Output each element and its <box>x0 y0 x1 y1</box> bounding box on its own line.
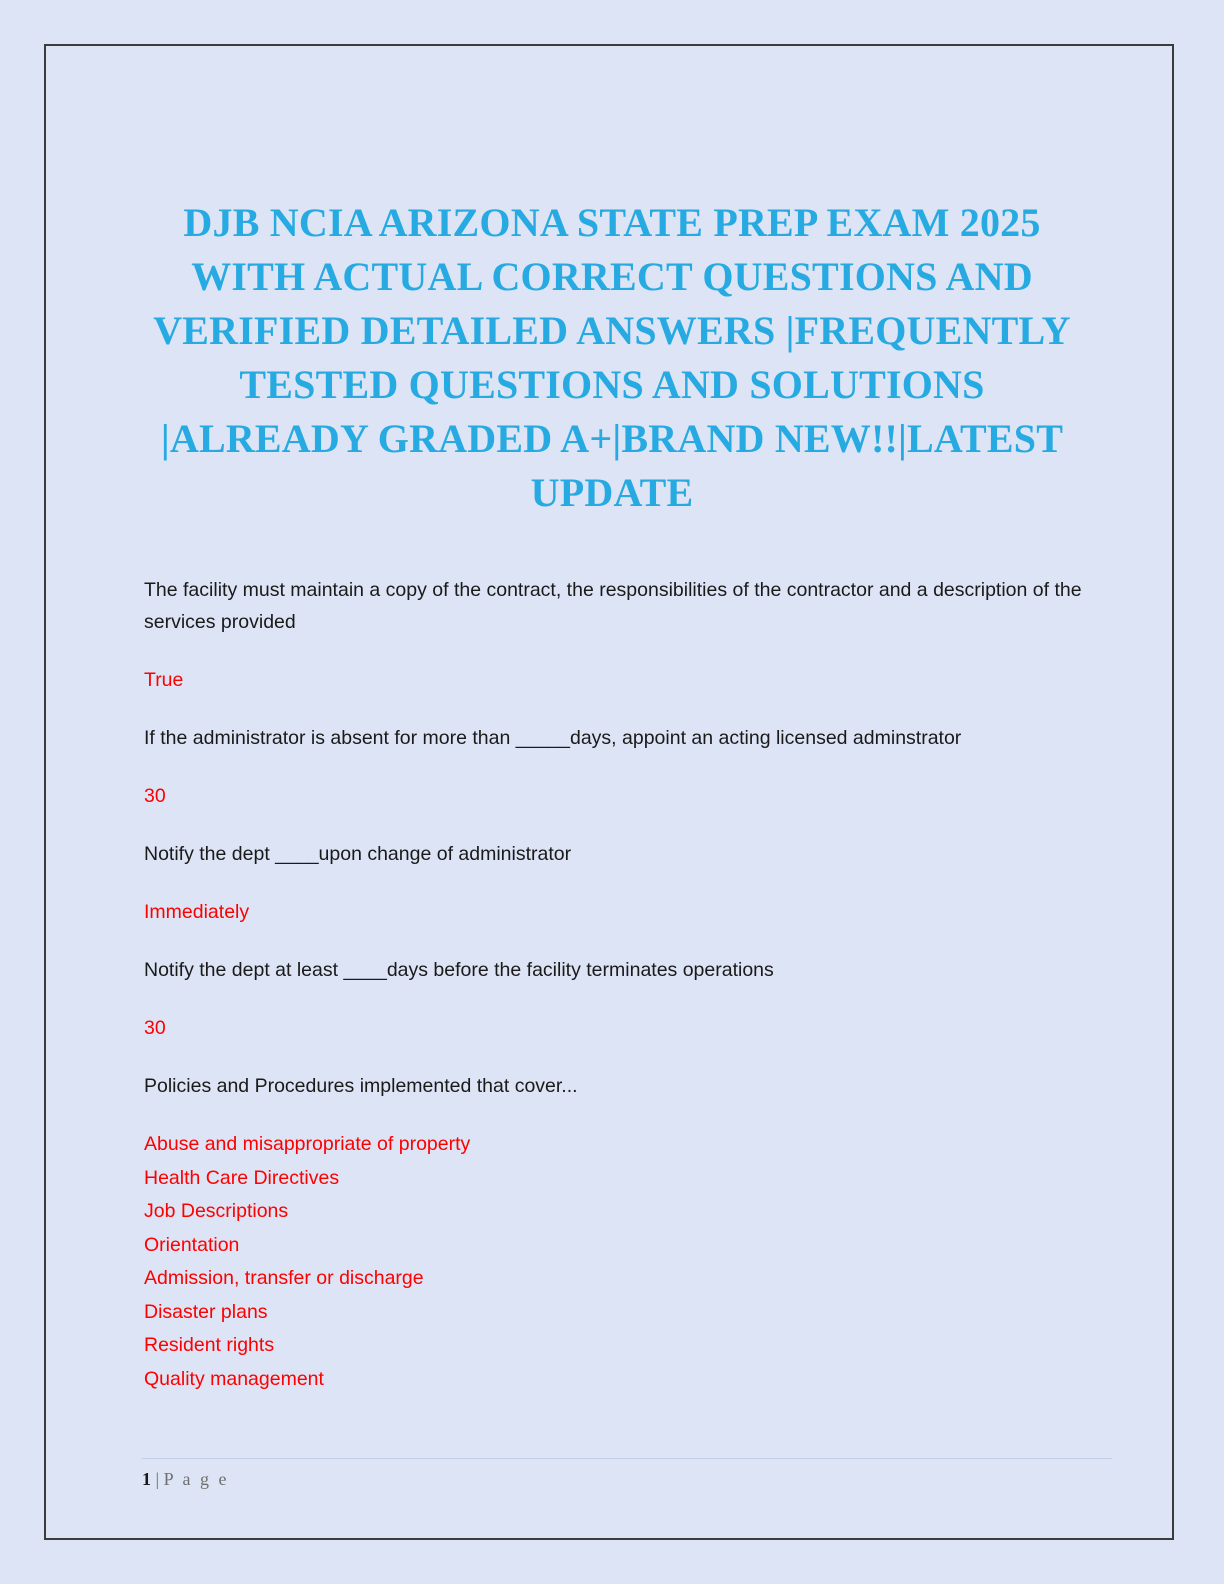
list-item: Disaster plans <box>144 1300 268 1323</box>
question-1: The facility must maintain a copy of the contract, the responsibilities of the contractor and a description of the services provided <box>144 579 1082 633</box>
question-3: Notify the dept ____upon change of administrator <box>144 843 572 865</box>
question-4: Notify the dept at least ____days before the facility terminates operations <box>144 959 774 981</box>
page-title: DJB NCIA ARIZONA STATE PREP EXAM 2025 WITH ACTUAL CORRECT QUESTIONS AND VERIFIED DETAILED ANSWERS |FREQUENTLY TESTED QUESTIONS AND SOLUTIONS |ALREADY GRADED A+|BRAND NEW!!|LATEST UPDATE <box>153 200 1071 515</box>
list-item: Resident rights <box>144 1334 275 1356</box>
answer-2: 30 <box>144 785 166 807</box>
answer-4: 30 <box>144 1017 166 1039</box>
list-item: Orientation <box>144 1233 240 1256</box>
footer-page-number <box>142 1469 229 1489</box>
answer-1: True <box>144 669 184 691</box>
document-page <box>44 44 1174 1540</box>
question-2: If the administrator is absent for more than _____days, appoint an acting licensed adminstrator <box>144 727 962 749</box>
question-5: Policies and Procedures implemented that cover... <box>144 1075 578 1097</box>
answer-3: Immediately <box>144 901 250 923</box>
list-item: Health Care Directives <box>144 1166 340 1189</box>
list-item: Admission, transfer or discharge <box>144 1267 424 1289</box>
list-item: Abuse and misappropriate of property <box>144 1133 471 1155</box>
footer-number: 1 <box>142 1469 151 1489</box>
answer-5-list <box>144 1128 1082 1396</box>
list-item: Job Descriptions <box>144 1200 289 1222</box>
list-item: Quality management <box>144 1367 324 1390</box>
footer-separator: | <box>155 1469 160 1489</box>
qa-block <box>142 574 1082 1396</box>
document-body <box>142 196 1082 1396</box>
footer-page-label: P a g e <box>163 1469 229 1489</box>
page-footer <box>142 1458 1112 1490</box>
